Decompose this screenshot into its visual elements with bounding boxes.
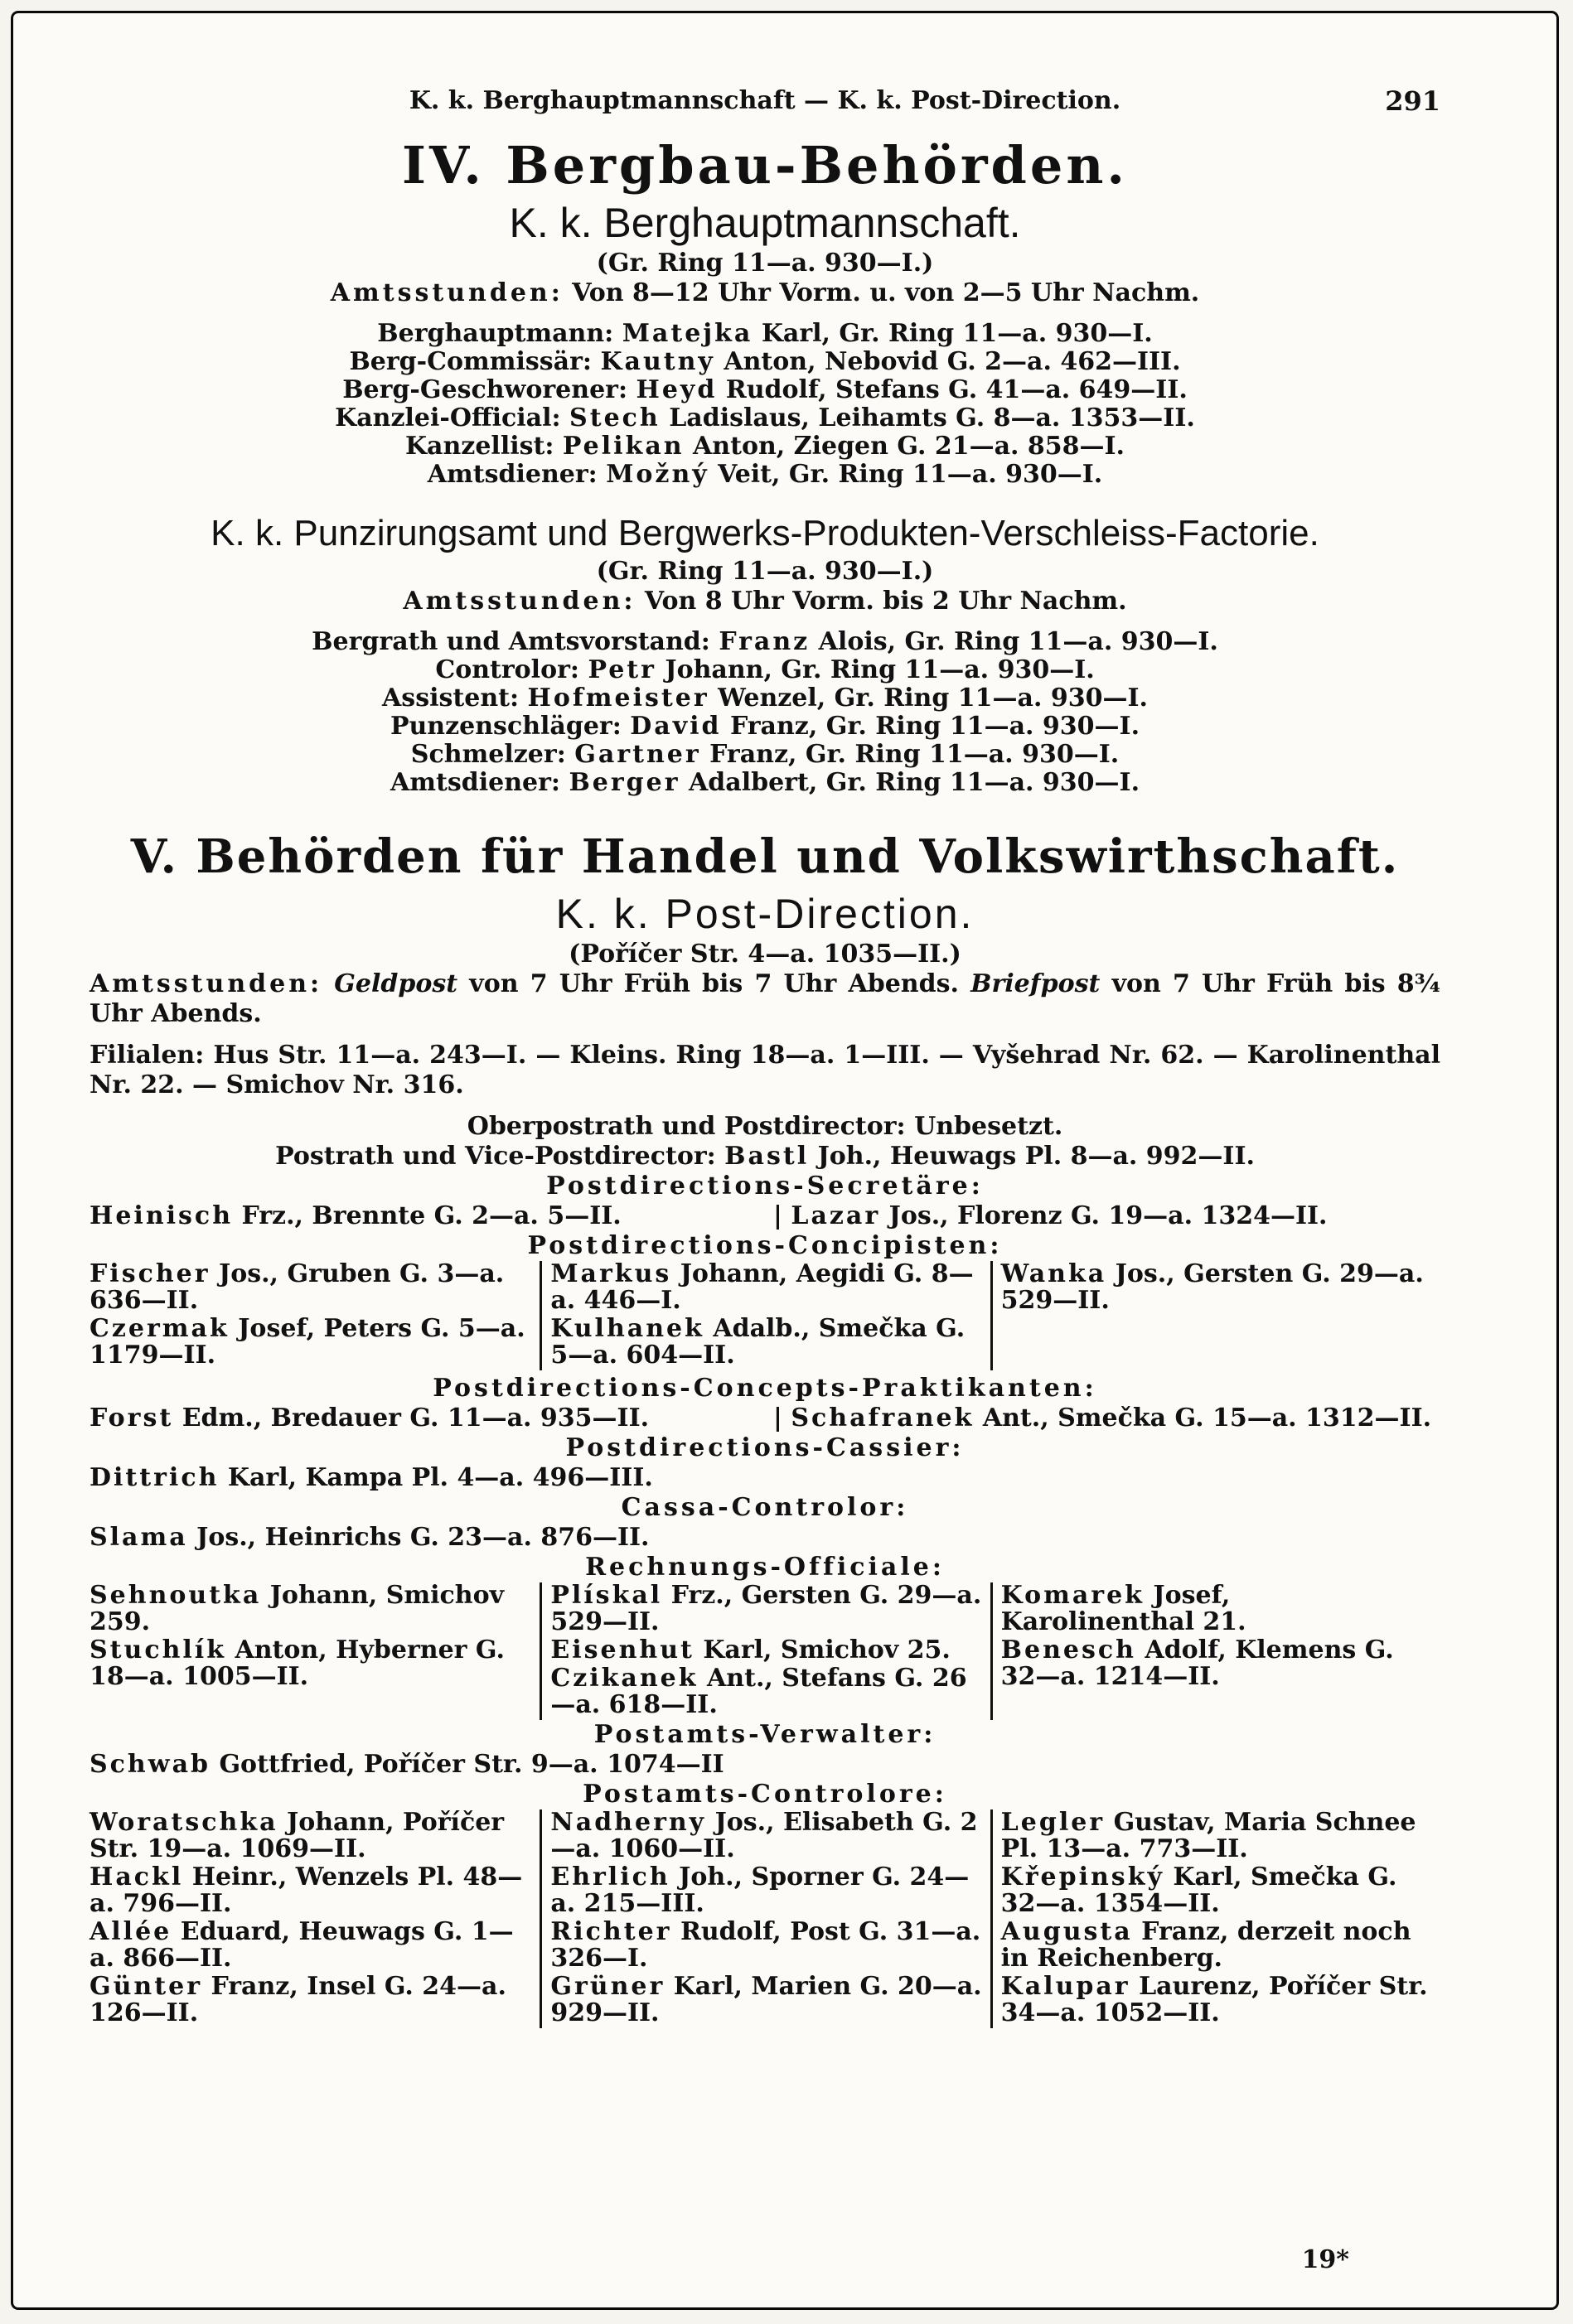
column-col3 <box>990 1261 1440 1370</box>
person-details: Adolf, Klemens G. 32—a. 1214—II. <box>1000 1635 1394 1691</box>
vice-postdirector <box>90 1142 1440 1172</box>
column <box>90 1404 765 1433</box>
office-address: (Poříčer Str. 4—a. 1035—II.) <box>569 940 961 969</box>
staff-role: Controlor: <box>435 655 579 684</box>
hours-label: Amtsstunden: <box>90 969 323 998</box>
staff-role: Kanzellist: <box>404 432 554 461</box>
person-name: Richter <box>550 1917 672 1946</box>
staff-details: Ladislaus, Leihamts G. 8—a. 1353—II. <box>669 403 1195 432</box>
person-entry <box>90 1261 531 1314</box>
person-entry <box>90 1919 531 1972</box>
person-name: Heinisch <box>90 1201 234 1230</box>
person-name: Kalupar <box>1000 1972 1130 2001</box>
person-details: Edm., Bredauer G. 11—a. 935—II. <box>182 1404 650 1433</box>
staff-name: Franz <box>719 627 811 656</box>
staff-role: Assistent: <box>382 684 520 713</box>
person-entry <box>90 1316 531 1369</box>
person-name: Křepinský <box>1000 1863 1164 1892</box>
page-content <box>90 86 1440 2028</box>
hours-geldpost-text: von 7 Uhr Früh bis 7 Uhr Abends. <box>469 969 959 998</box>
person-name: Dittrich <box>90 1463 220 1492</box>
group-heading-cassier: Postdirections-Cassier: <box>565 1433 965 1462</box>
staff-name: Pelikan <box>562 432 685 461</box>
staff-role: Berghauptmann: <box>377 319 614 348</box>
person-name: Legler <box>1000 1808 1106 1837</box>
column-rule: | <box>773 1201 791 1230</box>
person-details: Frz., Brennte G. 2—a. 5—II. <box>241 1201 622 1230</box>
person-name: Schafranek <box>791 1404 975 1433</box>
staff-details: Johann, Gr. Ring 11—a. 930—I. <box>665 655 1095 684</box>
staff-details: Franz, Gr. Ring 11—a. 930—I. <box>709 740 1120 769</box>
person-name: Markus <box>550 1259 672 1288</box>
group-heading-concipisten: Postdirections-Concipisten: <box>527 1231 1003 1260</box>
group-controlore <box>90 1809 1440 2028</box>
person-name: Eisenhut <box>550 1635 695 1664</box>
staff-name: Kautny <box>600 347 715 376</box>
column-col3 <box>990 1809 1440 2028</box>
staff-line <box>90 432 1440 461</box>
group-heading-verwalter: Postamts-Verwalter: <box>593 1720 937 1749</box>
person-details: Johann, Aegidi G. 8—a. 446—I. <box>550 1259 974 1315</box>
group-concipisten <box>90 1261 1440 1370</box>
person-entry <box>90 1864 531 1917</box>
person-name: Stuchlík <box>90 1635 226 1664</box>
staff-name: Hofmeister <box>527 684 709 713</box>
document-page <box>13 13 1556 2307</box>
staff-name: Heyd <box>636 375 718 404</box>
person-name: Ehrlich <box>550 1863 670 1892</box>
oberpostrath: Oberpostrath und Postdirector: Unbesetzt. <box>467 1112 1063 1141</box>
hours-geldpost-label: Geldpost <box>334 969 458 998</box>
person-entry <box>550 1665 981 1718</box>
person-details: Karl, Smečka G. 32—a. 1354—II. <box>1000 1863 1397 1918</box>
person-name: Plískal <box>550 1581 663 1610</box>
person-entry <box>550 1809 981 1863</box>
person-entry <box>550 1637 981 1664</box>
person-entry <box>90 1404 649 1433</box>
person-details: Karl, Smichov 25. <box>703 1635 951 1664</box>
hours-text: Von 8—12 Uhr Vorm. u. von 2—5 Uhr Nachm. <box>572 278 1200 307</box>
person-entry <box>1001 1919 1432 1972</box>
staff-role: Punzenschläger: <box>390 712 622 741</box>
person-entry <box>1001 1864 1432 1917</box>
staff-line <box>90 769 1440 797</box>
hours-briefpost-label: Briefpost <box>970 969 1101 998</box>
person-entry <box>90 1974 531 2027</box>
person-details: Karl, Kampa Pl. 4—a. 496—III. <box>227 1463 653 1492</box>
staff-role: Bergrath und Amtsvorstand: <box>312 627 710 656</box>
staff-name: Petr <box>588 655 656 684</box>
section-iv-title: IV. Bergbau-Behörden. <box>401 135 1129 196</box>
person-entry <box>550 1261 981 1314</box>
person-details: Ant., Smečka G. 15—a. 1312—II. <box>982 1404 1432 1433</box>
staff-details: Adalbert, Gr. Ring 11—a. 930—I. <box>689 768 1140 797</box>
staff-details: Alois, Gr. Ring 11—a. 930—I. <box>818 627 1218 656</box>
staff-line <box>90 684 1440 713</box>
person-entry <box>791 1404 1431 1433</box>
staff-name: Možný <box>606 460 709 489</box>
page-number: 291 <box>1385 85 1440 117</box>
staff-name: Berger <box>569 768 680 797</box>
column <box>765 1404 1440 1433</box>
column-col1 <box>90 1809 540 2028</box>
filialen-text: Hus Str. 11—a. 243—I. — Kleins. Ring 18—a. 1—III. — Vyšehrad Nr. 62. — Karolinenthal Nr. 22. — Smichov Nr. 316. <box>90 1041 1440 1099</box>
person-name: Benesch <box>1000 1635 1136 1664</box>
staff-role: Amtsdiener: <box>390 768 560 797</box>
group-heading-praktikanten: Postdirections-Concepts-Praktikanten: <box>433 1374 1097 1403</box>
column-col2 <box>540 1261 990 1370</box>
person-details: Gustav, Maria Schnee Pl. 13—a. 773—II. <box>1000 1808 1416 1863</box>
person-details: Laurenz, Poříčer Str. 34—a. 1052—II. <box>1000 1972 1428 2027</box>
person-name: Grüner <box>550 1972 666 2001</box>
person-entry <box>791 1201 1327 1230</box>
person-name: Hackl <box>90 1863 184 1892</box>
office-hours <box>90 278 1440 308</box>
hours-text: Von 8 Uhr Vorm. bis 2 Uhr Nachm. <box>644 587 1127 616</box>
person-details: Gottfried, Poříčer Str. 9—a. 1074—II <box>219 1750 724 1779</box>
group-secretaere <box>90 1201 1440 1231</box>
office-berghauptmannschaft-title: K. k. Berghauptmannschaft. <box>509 200 1021 246</box>
filialen <box>90 1041 1440 1100</box>
person-details: Franz, derzeit noch in Reichenberg. <box>1000 1917 1411 1973</box>
staff-role: Berg-Commissär: <box>349 347 592 376</box>
person-details: Heinr., Wenzels Pl. 48—a. 796—II. <box>90 1863 523 1918</box>
running-header <box>90 86 1440 123</box>
person-entry <box>550 1316 981 1369</box>
group-heading-secretaere: Postdirections-Secretäre: <box>546 1172 984 1201</box>
staff-line <box>90 461 1440 489</box>
person-name: Lazar <box>791 1201 881 1230</box>
cassier-entry <box>90 1463 1440 1493</box>
vice-role: Postrath und Vice-Postdirector: <box>275 1142 716 1171</box>
office-address: (Gr. Ring 11—a. 930—I.) <box>596 249 934 278</box>
group-heading-rechnungs: Rechnungs-Officiale: <box>585 1553 945 1582</box>
group-praktikanten <box>90 1404 1440 1433</box>
office-punzirungsamt-title: K. k. Punzirungsamt und Bergwerks-Produkten-Verschleiss-Factorie. <box>211 513 1319 553</box>
person-entry <box>1001 1809 1432 1863</box>
person-name: Czermak <box>90 1314 230 1343</box>
person-name: Allée <box>90 1917 172 1946</box>
column <box>90 1201 765 1231</box>
staff-role: Kanzlei-Official: <box>335 403 561 432</box>
vice-rest: Joh., Heuwags Pl. 8—a. 992—II. <box>817 1142 1255 1171</box>
staff-line <box>90 404 1440 432</box>
column-col2 <box>540 1809 990 2028</box>
person-details: Johann, Smichov 259. <box>90 1581 505 1636</box>
staff-details: Karl, Gr. Ring 11—a. 930—I. <box>761 319 1153 348</box>
staff-line <box>90 713 1440 741</box>
staff-details: Anton, Nebovid G. 2—a. 462—III. <box>724 347 1181 376</box>
person-entry <box>90 1201 622 1230</box>
group-heading-controlore: Postamts-Controlore: <box>583 1780 947 1809</box>
column-col1 <box>90 1582 540 1720</box>
person-details: Karl, Marien G. 20—a. 929—II. <box>550 1972 982 2027</box>
person-entry <box>550 1582 981 1635</box>
person-entry <box>1001 1261 1432 1314</box>
person-details: Jos., Gersten G. 29—a. 529—II. <box>1000 1259 1424 1315</box>
person-details: Jos., Florenz G. 19—a. 1324—II. <box>888 1201 1328 1230</box>
staff-name: Stech <box>569 403 661 432</box>
vice-name: Bastl <box>724 1142 810 1171</box>
person-name: Kulhanek <box>550 1314 704 1343</box>
person-name: Forst <box>90 1404 174 1433</box>
office-hours <box>90 587 1440 616</box>
staff-role: Amtsdiener: <box>427 460 598 489</box>
staff-role: Berg-Geschworener: <box>342 375 628 404</box>
person-name: Woratschka <box>90 1808 278 1837</box>
group-heading-controlor: Cassa-Controlor: <box>621 1493 909 1522</box>
person-entry <box>1001 1637 1432 1690</box>
person-entry <box>1001 1582 1432 1635</box>
column <box>765 1201 1440 1231</box>
filialen-label: Filialen: <box>90 1041 205 1070</box>
post-hours <box>90 969 1440 1029</box>
person-name: Czikanek <box>550 1664 699 1693</box>
office-address: (Gr. Ring 11—a. 930—I.) <box>596 557 934 586</box>
person-name: Sehnoutka <box>90 1581 262 1610</box>
staff-list-punzirungsamt <box>90 628 1440 797</box>
staff-line <box>90 628 1440 656</box>
staff-name: David <box>630 712 722 741</box>
staff-details: Rudolf, Stefans G. 41—a. 649—II. <box>725 375 1188 404</box>
staff-details: Franz, Gr. Ring 11—a. 930—I. <box>729 712 1140 741</box>
staff-details: Veit, Gr. Ring 11—a. 930—I. <box>718 460 1103 489</box>
person-details: Jos., Gruben G. 3—a. 636—II. <box>90 1259 505 1315</box>
person-details: Johann, Poříčer Str. 19—a. 1069—II. <box>90 1808 505 1863</box>
person-name: Nadherny <box>550 1808 707 1837</box>
hours-briefpost-text: von 7 Uhr Früh bis 8¾ Uhr Abends. <box>90 969 1440 1028</box>
staff-list-berghauptmannschaft <box>90 320 1440 489</box>
staff-line <box>90 656 1440 684</box>
person-entry <box>90 1809 531 1863</box>
person-details: Josef, Peters G. 5—a. 1179—II. <box>90 1314 525 1370</box>
person-details: Rudolf, Post G. 31—a. 326—I. <box>550 1917 981 1973</box>
person-name: Augusta <box>1000 1917 1133 1946</box>
person-name: Wanka <box>1000 1259 1107 1288</box>
person-entry <box>550 1974 981 2027</box>
person-details: Anton, Hyberner G. 18—a. 1005—II. <box>90 1635 505 1691</box>
person-name: Günter <box>90 1972 202 2001</box>
group-rechnungs <box>90 1582 1440 1720</box>
column-col2 <box>540 1582 990 1720</box>
person-details: Ant., Stefans G. 26—a. 618—II. <box>550 1664 967 1719</box>
person-details: Jos., Heinrichs G. 23—a. 876—II. <box>196 1523 650 1552</box>
person-name: Schwab <box>90 1750 211 1779</box>
staff-line <box>90 741 1440 769</box>
staff-role: Schmelzer: <box>410 740 566 769</box>
person-entry <box>1001 1974 1432 2027</box>
person-details: Jos., Elisabeth G. 2—a. 1060—II. <box>550 1808 978 1863</box>
person-details: Joh., Sporner G. 24—a. 215—III. <box>550 1863 970 1918</box>
person-details: Franz, Insel G. 24—a. 126—II. <box>90 1972 506 2027</box>
staff-line <box>90 348 1440 376</box>
section-v-title: V. Behörden für Handel und Volkswirthschaft. <box>130 829 1400 884</box>
running-title: K. k. Berghauptmannschaft — K. k. Post-Direction. <box>409 86 1121 115</box>
person-name: Komarek <box>1000 1581 1145 1610</box>
person-details: Frz., Gersten G. 29—a. 529—II. <box>550 1581 982 1636</box>
signature-mark: 19* <box>1301 2245 1349 2274</box>
hours-label: Amtsstunden: <box>403 587 636 616</box>
person-name: Slama <box>90 1523 188 1552</box>
person-name: Fischer <box>90 1259 211 1288</box>
staff-details: Anton, Ziegen G. 21—a. 858—I. <box>693 432 1125 461</box>
person-entry <box>550 1919 981 1972</box>
staff-line <box>90 320 1440 348</box>
person-entry <box>90 1582 531 1635</box>
person-entry <box>90 1637 531 1690</box>
staff-line <box>90 376 1440 404</box>
person-details: Josef, Karolinenthal 21. <box>1000 1581 1246 1636</box>
staff-name: Matejka <box>622 319 753 348</box>
person-details: Eduard, Heuwags G. 1—a. 866—II. <box>90 1917 514 1973</box>
person-entry <box>550 1864 981 1917</box>
verwalter-entry <box>90 1750 1440 1780</box>
column-rule: | <box>773 1404 791 1433</box>
office-post-direction-title: K. k. Post-Direction. <box>555 891 975 937</box>
column-col3 <box>990 1582 1440 1720</box>
staff-details: Wenzel, Gr. Ring 11—a. 930—I. <box>718 684 1148 713</box>
person-details: Adalb., Smečka G. 5—a. 604—II. <box>550 1314 966 1370</box>
controlor-entry <box>90 1523 1440 1553</box>
hours-label: Amtsstunden: <box>330 278 564 307</box>
column-col1 <box>90 1261 540 1370</box>
staff-name: Gartner <box>574 740 701 769</box>
